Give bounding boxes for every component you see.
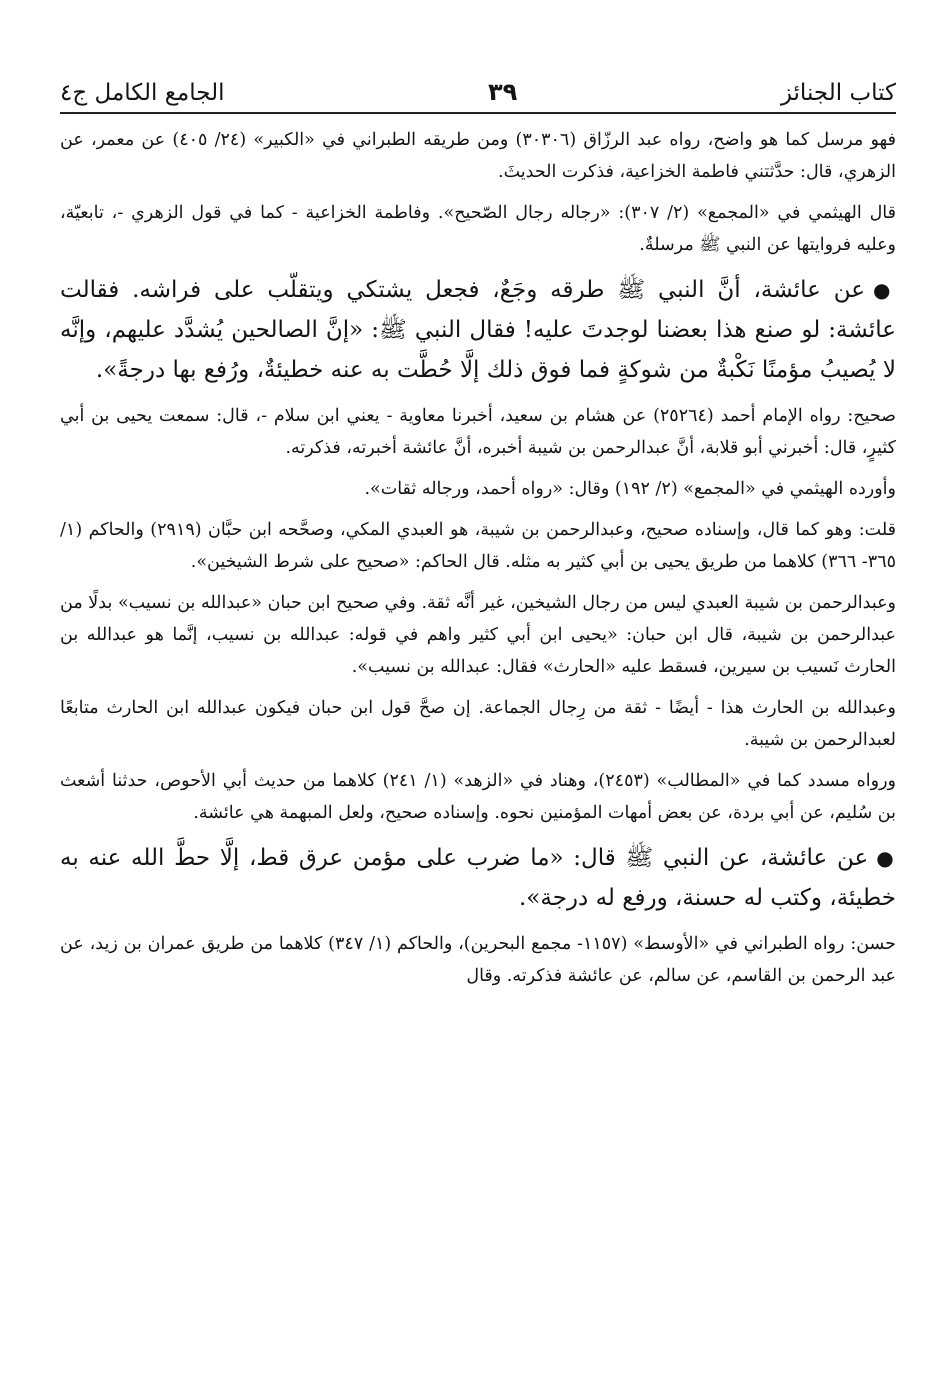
paragraph-text: وعبدالرحمن بن شيبة العبدي ليس من رجال الشيخين، غير أنَّه ثقة. وفي صحيح ابن حبان «عبدالله بن نسيب» بدلًا من عبدالرحمن بن شيبة، قال ابن حبان: «يحيى ابن أبي كثير واهم في قوله: عبدالله بن نسيب، إنَّما هو عبدالله بن الحارث نَسيب بن سيرين، فسقط عليه «الحارث» فقال: عبدالله بن نسيب».	[60, 593, 896, 677]
hadith-text: عن عائشة، أنَّ النبي ﷺ طرقه وجَعٌ، فجعل يشتكي ويتقلّب على فراشه. فقالت عائشة: لو صنع هذا بعضنا لوجدتَ عليه! فقال النبي ﷺ: «إنَّ الصالحين يُشدَّد عليهم، وإنَّه لا يُصيبُ مؤمنًا نَكْبةٌ من شوكةٍ فما فوق ذلك إلَّا حُطَّت به عنه خطيئةٌ، ورُفع بها درجةً».	[60, 277, 896, 383]
paragraph-text: قلت: وهو كما قال، وإسناده صحيح، وعبدالرحمن بن شيبة، هو العبدي المكي، وصحَّحه ابن حبَّان (٢٩١٩) والحاكم (١/ ٣٦٥- ٣٦٦) كلاهما من طريق يحيى بن أبي كثير به مثله. قال الحاكم: «صحيح على شرط الشيخين».	[60, 520, 896, 572]
commentary-paragraph	[60, 692, 896, 756]
commentary-paragraph	[60, 514, 896, 578]
commentary-paragraph	[60, 197, 896, 261]
commentary-paragraph	[60, 473, 896, 505]
commentary-paragraph	[60, 928, 896, 992]
paragraph-text: قال الهيثمي في «المجمع» (٢/ ٣٠٧): «رجاله رجال الصّحيح». وفاطمة الخزاعية - كما في قول الزهري -، تابعيّة، وعليه فروايتها عن النبي ﷺ مرسلةٌ.	[60, 203, 896, 255]
hadith-text: عن عائشة، عن النبي ﷺ قال: «ما ضرب على مؤمن عرق قط، إلَّا حطَّ الله عنه به خطيئة، وكتب له حسنة، ورفع له درجة».	[60, 845, 896, 911]
hadith-paragraph	[60, 270, 896, 390]
running-header	[60, 62, 896, 114]
book-title: الجامع الكامل ج٤	[60, 80, 225, 106]
bullet-icon: ●	[872, 278, 896, 302]
paragraph-text: فهو مرسل كما هو واضح، رواه عبد الرزّاق (٣٠٣٠٦) ومن طريقه الطبراني في «الكبير» (٢٤/ ٤٠٥) عن معمر، عن الزهري، قال: حدَّثتني فاطمة الخزاعية، فذكرت الحديثَ.	[60, 130, 896, 182]
commentary-paragraph	[60, 765, 896, 829]
bullet-icon: ●	[876, 846, 896, 870]
page-number: ٣٩	[488, 78, 518, 106]
paragraph-text: وعبدالله بن الحارث هذا - أيضًا - ثقة من رِجال الجماعة. إن صحَّ قول ابن حبان فيكون عبدالله ابن الحارث متابعًا لعبدالرحمن بن شيبة.	[60, 698, 896, 750]
book-page	[60, 62, 896, 1001]
paragraph-text: وأورده الهيثمي في «المجمع» (٢/ ١٩٢) وقال: «رواه أحمد، ورجاله ثقات».	[364, 479, 896, 499]
commentary-paragraph	[60, 587, 896, 683]
paragraph-text: ورواه مسدد كما في «المطالب» (٢٤٥٣)، وهناد في «الزهد» (١/ ٢٤١) كلاهما من حديث أبي الأحوص، حدثنا أشعث بن سُليم، عن أبي بردة، عن بعض أمهات المؤمنين نحوه. وإسناده صحيح، ولعل المبهمة هي عائشة.	[60, 771, 896, 823]
paragraph-text: صحيح: رواه الإمام أحمد (٢٥٢٦٤) عن هشام بن سعيد، أخبرنا معاوية - يعني ابن سلام -، قال: سمعت يحيى بن أبي كثيرٍ، قال: أخبرني أبو قلابة، أنَّ عبدالرحمن بن شيبة أخبره، أنَّ عائشة أخبرته، فذكرته.	[60, 406, 896, 458]
commentary-paragraph	[60, 124, 896, 188]
chapter-title: كتاب الجنائز	[780, 80, 896, 106]
hadith-paragraph	[60, 838, 896, 918]
commentary-paragraph	[60, 400, 896, 464]
paragraph-text: حسن: رواه الطبراني في «الأوسط» (١١٥٧- مجمع البحرين)، والحاكم (١/ ٣٤٧) كلاهما من طريق عمران بن زيد، عن عبد الرحمن بن القاسم، عن سالم، عن عائشة فذكرته. وقال	[60, 934, 896, 986]
page-body	[60, 114, 896, 992]
